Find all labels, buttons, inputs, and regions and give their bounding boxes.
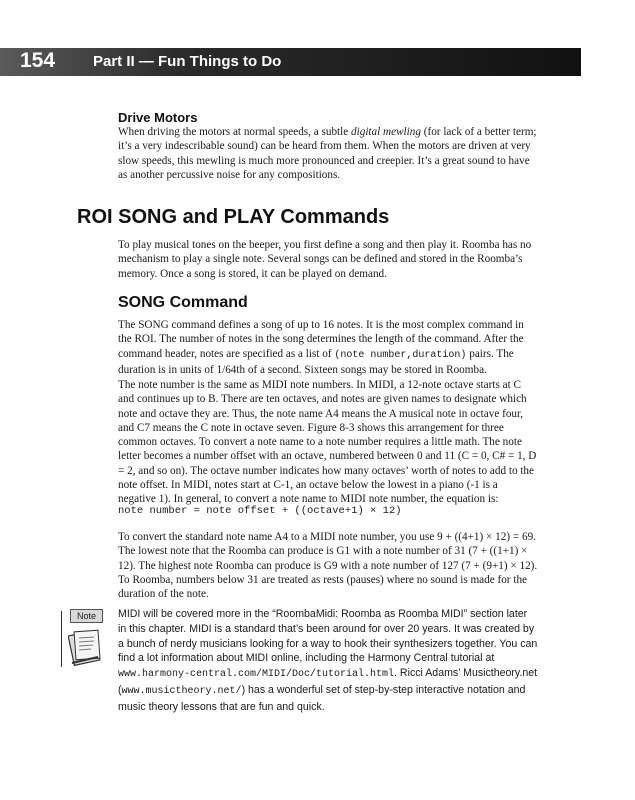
musictheory-url: www.musictheory.net/ xyxy=(121,685,242,697)
drive-motors-paragraph: When driving the motors at normal speeds, a subtle digital mewling (for lack of a better term; it’s a very indescribable sound) can be heard from them. When the motors are driven at very slow speeds, this mewling is much more pronounced and creepier. It’s a great sound to have as another percussive noise for any compositions. xyxy=(118,126,537,181)
roi-intro-paragraph: To play musical tones on the beeper, you first define a song and then play it. Roomba has no mechanism to play a single note. Several songs can be defined and stored in the Roomba’s memory. Once a song is stored, it can be played on demand. xyxy=(118,239,532,280)
drive-motors-heading: Drive Motors xyxy=(118,110,198,125)
song-command-paragraph-3: To convert the standard note name A4 to a MIDI note number, you use 9 + ((4+1) × 12) = 69. The lowest note that the Roomba can produce is G1 with a note number of 31 (7 + ((1+1) × 12). The highest note Roomba can produce is G9 with a note number of 127 (7 + (9+1) × 12). To Roomba, numbers below 31 are treated as rests (pauses) where no sound is made for the duration of the note. xyxy=(118,531,538,601)
part-title: Part II — Fun Things to Do xyxy=(93,53,282,70)
midi-equation: note number = note offset + ((octave+1) × 12) xyxy=(118,505,402,517)
harmony-central-url: www.harmony-central.com/MIDI/Doc/tutorial.html xyxy=(118,669,395,681)
note-text: MIDI will be covered more in the “RoombaMidi: Roomba as Roomba MIDI” section later in this chapter. MIDI is a standard that’s been around for over 20 years. It was created by a bunch of nerdy musicians looking for a way to hook their synthesizers together. You can find a lot information about MIDI online, including the Harmony Central tutorial at www.harmony-central.com/MIDI/Doc/tutorial.html. Ricci Adams’ Musictheory.net (www.musictheory.net/) has a wonderful set of step-by-step interactive notation and music theory lessons that are fun and quick. xyxy=(118,608,538,713)
roi-song-play-heading: ROI SONG and PLAY Commands xyxy=(77,206,390,228)
note-icon xyxy=(68,627,104,667)
song-command-heading: SONG Command xyxy=(118,294,248,311)
song-command-paragraph-2: The note number is the same as MIDI note numbers. In MIDI, a 12-note octave starts at C and continues up to B. There are ten octaves, and notes are given names to designate which note and octave they are. Thus, the note name A4 means the A musical note in octave four, and C7 means the C note in octave seven. Figure 8-3 shows this arrangement for three common octaves. To convert a note name to a note number requires a little math. The note letter becomes a number offset with an octave, numbered between 0 and 11 (C = 0, C# = 1, D = 2, and so on). The octave number indicates how many octaves’ worth of notes to add to the note offset. In MIDI, notes start at C-1, an octave below the lowest in a piano (-1 is a negative 1). In general, to convert a note name to MIDI note number, the equation is: xyxy=(118,379,537,506)
note-label: Note xyxy=(70,609,103,623)
note-sidebar xyxy=(61,611,108,667)
digital-mewling-term: digital mewling xyxy=(351,126,421,138)
page-number: 154 xyxy=(20,49,56,72)
running-header xyxy=(0,48,581,76)
note-duration-code: (note number,duration) xyxy=(334,349,467,361)
song-command-paragraph-1: The SONG command defines a song of up to 16 notes. It is the most complex command in the ROI. The number of notes in the song determines the length of the command. After the command header, notes are specified as a list of (note number,duration) pairs. The duration is in units of 1/64th of a second. Sixteen songs may be stored in Roomba. xyxy=(118,319,524,376)
